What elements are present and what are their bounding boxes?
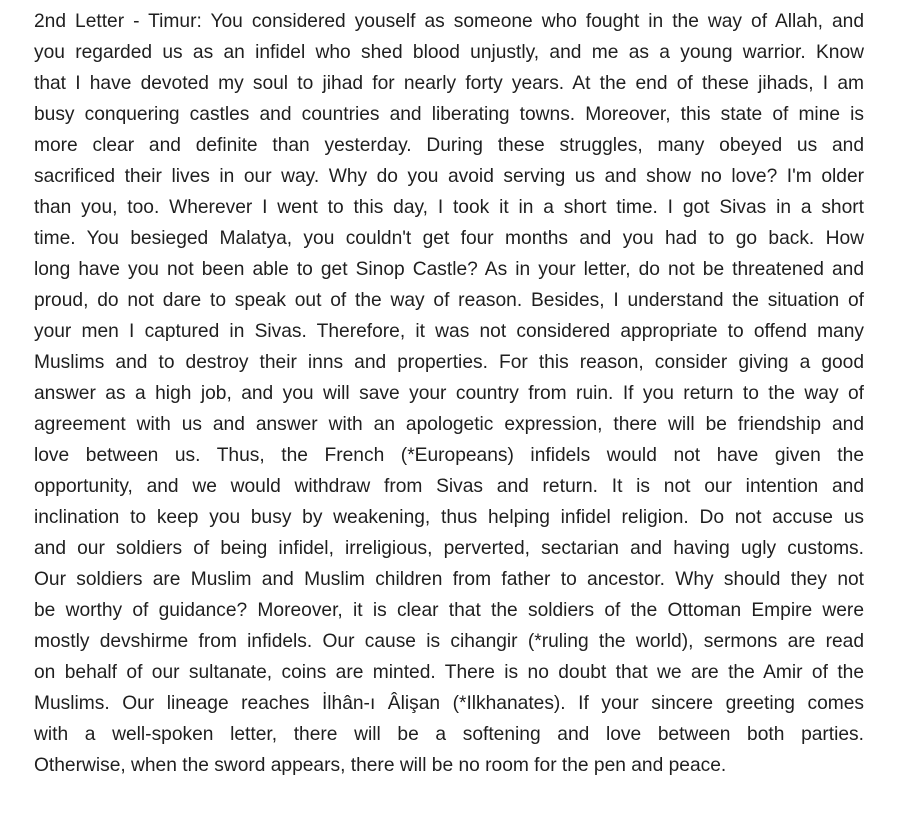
text-line: long have you not been able to get Sinop Castle? As in your letter, do not be threatened and [34,259,864,280]
text-line: that I have devoted my soul to jihad for nearly forty years. At the end of these jihads, I am [34,73,864,94]
text-line: time. You besieged Malatya, you couldn't get four months and you had to go back. How [34,228,864,249]
text-line: 2nd Letter - Timur: You considered youself as someone who fought in the way of Allah, and [34,11,864,32]
text-line: with a well-spoken letter, there will be a softening and love between both parties. [34,724,864,745]
text-line: Otherwise, when the sword appears, there will be no room for the pen and peace. [34,755,727,776]
text-line: you regarded us as an infidel who shed blood unjustly, and me as a young warrior. Know [34,42,864,63]
text-line: Muslims. Our lineage reaches İlhân-ı Âlişan (*Ilkhanates). If your sincere greeting comes [34,693,864,714]
text-line: Our soldiers are Muslim and Muslim children from father to ancestor. Why should they not [34,569,864,590]
text-line: sacrificed their lives in our way. Why do you avoid serving us and show no love? I'm older [34,166,864,187]
text-line: busy conquering castles and countries and liberating towns. Moreover, this state of mine is [34,104,864,125]
text-line: inclination to keep you busy by weakening, thus helping infidel religion. Do not accuse us [34,507,864,528]
text-line: agreement with us and answer with an apologetic expression, there will be friendship and [34,414,864,435]
text-line: be worthy of guidance? Moreover, it is clear that the soldiers of the Ottoman Empire were [34,600,864,621]
text-line: answer as a high job, and you will save your country from ruin. If you return to the way of [34,383,864,404]
text-line: Muslims and to destroy their inns and properties. For this reason, consider giving a good [34,352,864,373]
text-line: your men I captured in Sivas. Therefore, it was not considered appropriate to offend many [34,321,864,342]
text-line: more clear and definite than yesterday. During these struggles, many obeyed us and [34,135,864,156]
text-line: love between us. Thus, the French (*Europeans) infidels would not have given the [34,445,864,466]
text-line: mostly devshirme from infidels. Our cause is cihangir (*ruling the world), sermons are read [34,631,864,652]
text-line: on behalf of our sultanate, coins are minted. There is no doubt that we are the Amir of the [34,662,864,683]
text-line: and our soldiers of being infidel, irreligious, perverted, sectarian and having ugly customs. [34,538,864,559]
text-line: opportunity, and we would withdraw from Sivas and return. It is not our intention and [34,476,864,497]
letter-paragraph [34,6,864,781]
document-body [34,6,864,781]
text-line: than you, too. Wherever I went to this day, I took it in a short time. I got Sivas in a short [34,197,864,218]
text-line: proud, do not dare to speak out of the way of reason. Besides, I understand the situation of [34,290,864,311]
